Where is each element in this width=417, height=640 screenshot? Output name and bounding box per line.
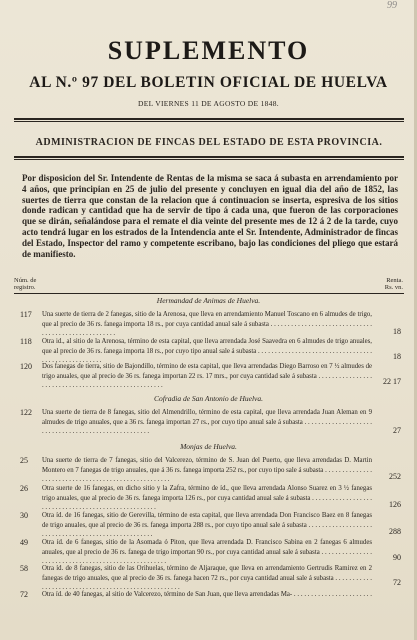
entry-text: Una suerte de tierra de 7 fanegas, sitio del Valcerezo, término de S. Juan del Puerto, que lleva arrendadas D. Martin Montero en 7 fanegas de trigo anuales, que á 36 rs. fanega importa 252 rs., por cuyo tipo sale á subasta . . .	[42, 456, 372, 485]
registry-number: 58	[20, 564, 28, 573]
registry-number: 117	[20, 310, 32, 319]
entry-text: Otra id., al sitio de la Arenosa, término de esta capital, que lleva arrendada José Saavedra en 6 almudes de trigo anuales, que al precio de 36 rs. fanega importa 18 rs., por cuyo tipo anual sale á subasta . . .	[42, 337, 372, 366]
section-heading: ADMINISTRACION DE FINCAS DEL ESTADO DE ESTA PROVINCIA.	[35, 137, 383, 148]
column-header-rule	[14, 293, 404, 294]
column-header-rent: Renta. Rs. vn.	[384, 277, 403, 291]
page-subtitle: AL N.º 97 DEL BOLETIN OFICIAL DE HUELVA	[29, 74, 388, 91]
entry-amount: 288	[389, 527, 401, 536]
registry-number: 26	[20, 484, 28, 493]
header-rule-thin	[14, 121, 404, 122]
section-rule	[14, 156, 404, 158]
entry-amount: 72	[393, 578, 401, 587]
registry-number: 118	[20, 337, 32, 346]
pencil-page-note: 99	[387, 0, 397, 11]
group-heading: Cofradia de San Antonio de Huelva.	[153, 394, 264, 403]
publication-date: DEL VIERNES 11 DE AGOSTO DE 1848.	[138, 99, 279, 108]
entry-amount: 252	[389, 472, 401, 481]
header-rule	[14, 118, 404, 120]
group-heading: Hermandad de Animas de Huelva.	[156, 296, 261, 305]
registry-number: 122	[20, 408, 32, 417]
section-rule-thin	[14, 159, 404, 160]
entry-text: Otra íd. de 40 fanegas, al sitio de Valcerezo, término de San Juan, que lleva arrendadas Ma- . . .	[42, 590, 372, 600]
registry-number: 49	[20, 538, 28, 547]
entry-text: Otra íd. de 8 fanegas, sitio de las Orihuelas, término de Aljaraque, que lleva en arrendamiento Gertrudis Ramirez en 2 fanegas de trigo anuales, que al precio de 36 rs. fanega hacen 72 rs., por cuya cantidad anual sale á subasta . . .	[42, 564, 372, 593]
entry-text: Dos fanegas de tierra, sitio de Bajondillo, término de esta capital, que lleva arrendadas Diego Barroso en 7 ½ almudes de trigo anuales, que al precio de 36 rs. fanega importan 22 rs. 17 mrs., por cuya cantidad sale á subasta . . .	[42, 362, 372, 391]
entry-amount: 126	[389, 500, 401, 509]
page-title: SUPLEMENTO	[107, 36, 310, 65]
entry-text: Otra suerte de 16 fanegas, en dicho sitio y la Zafra, término de íd., que lleva arrendada Alonso Suarez en 3 ½ fanegas trigo anuales, que al precio de 36 rs. fanega importa 126 rs., por cuya cantidad anual sale á subasta . . .	[42, 484, 372, 513]
entry-text: Otra íd. de 6 fanegas, sitio de la Asomada ó Piton, que lleva arrendada D. Francisco Sabina en 2 fanegas 6 almudes anuales, que al precio de 36 rs. fanega de trigo importan 90 rs., por cuya cantidad anual sale á subasta . . .	[42, 538, 372, 567]
entry-amount: 18	[393, 352, 401, 361]
entry-amount: 27	[393, 426, 401, 435]
entry-text: Una suerte de tierra de 2 fanegas, sitio de la Arenosa, que lleva en arrendamiento Manuel Toscano en 6 almudes de trigo, que al precio de 36 rs. fanega importa 18 rs., por cuya cantidad anual sale á subasta . . .	[42, 310, 372, 339]
registry-number: 72	[20, 590, 28, 599]
entry-amount: 90	[393, 553, 401, 562]
column-header-registry: Núm. de registro.	[14, 277, 37, 291]
entry-text: Otra íd. de 16 fanegas, sitio de Gerevilla, término de esta capital, que lleva arrendada Don Francisco Baez en 8 fanegas de trigo anuales, que al precio de 36 rs. fanega importa 288 rs., por cuyo tipo anual sale á subasta . . .	[42, 511, 372, 540]
registry-number: 25	[20, 456, 28, 465]
registry-number: 120	[20, 362, 32, 371]
entry-amount: 22 17	[383, 377, 401, 386]
registry-number: 30	[20, 511, 28, 520]
entry-text: Una suerte de tierra de 8 fanegas, sitio del Almendrillo, término de esta capital, que lleva arrendada Juan Aleman en 9 almudes de trigo anuales, que a 36 rs. fanega importan 27 rs., por cuyo tipo anual sale á subasta . . .	[42, 408, 372, 437]
group-heading: Monjas de Huelva.	[180, 442, 237, 451]
entry-amount: 18	[393, 327, 401, 336]
intro-paragraph: Por disposicion del Sr. Intendente de Rentas de la misma se saca á subasta en arrendamiento por 4 años, que principian en 25 de julio del presente y concluyen en igual dia del año de 1852, las suertes de tierra que constan de la relacion que á continuacion se inserta, espresiva de los sitios donde radican y cantidad que ha de servir de tipo á cada una, que fueron de las corporaciones que se dirán, señalándose para el remate el dia veinte del presente mes de 12 á 2 de la tarde, cuyo acto tendrá lugar en los estrados de la Intendencia ante el Sr. Intendente, Administrador de fincas del Estado, Inspector del ramo y competente escribano, bajo las condiciones del pliego que estará de manifiesto.	[22, 173, 398, 259]
